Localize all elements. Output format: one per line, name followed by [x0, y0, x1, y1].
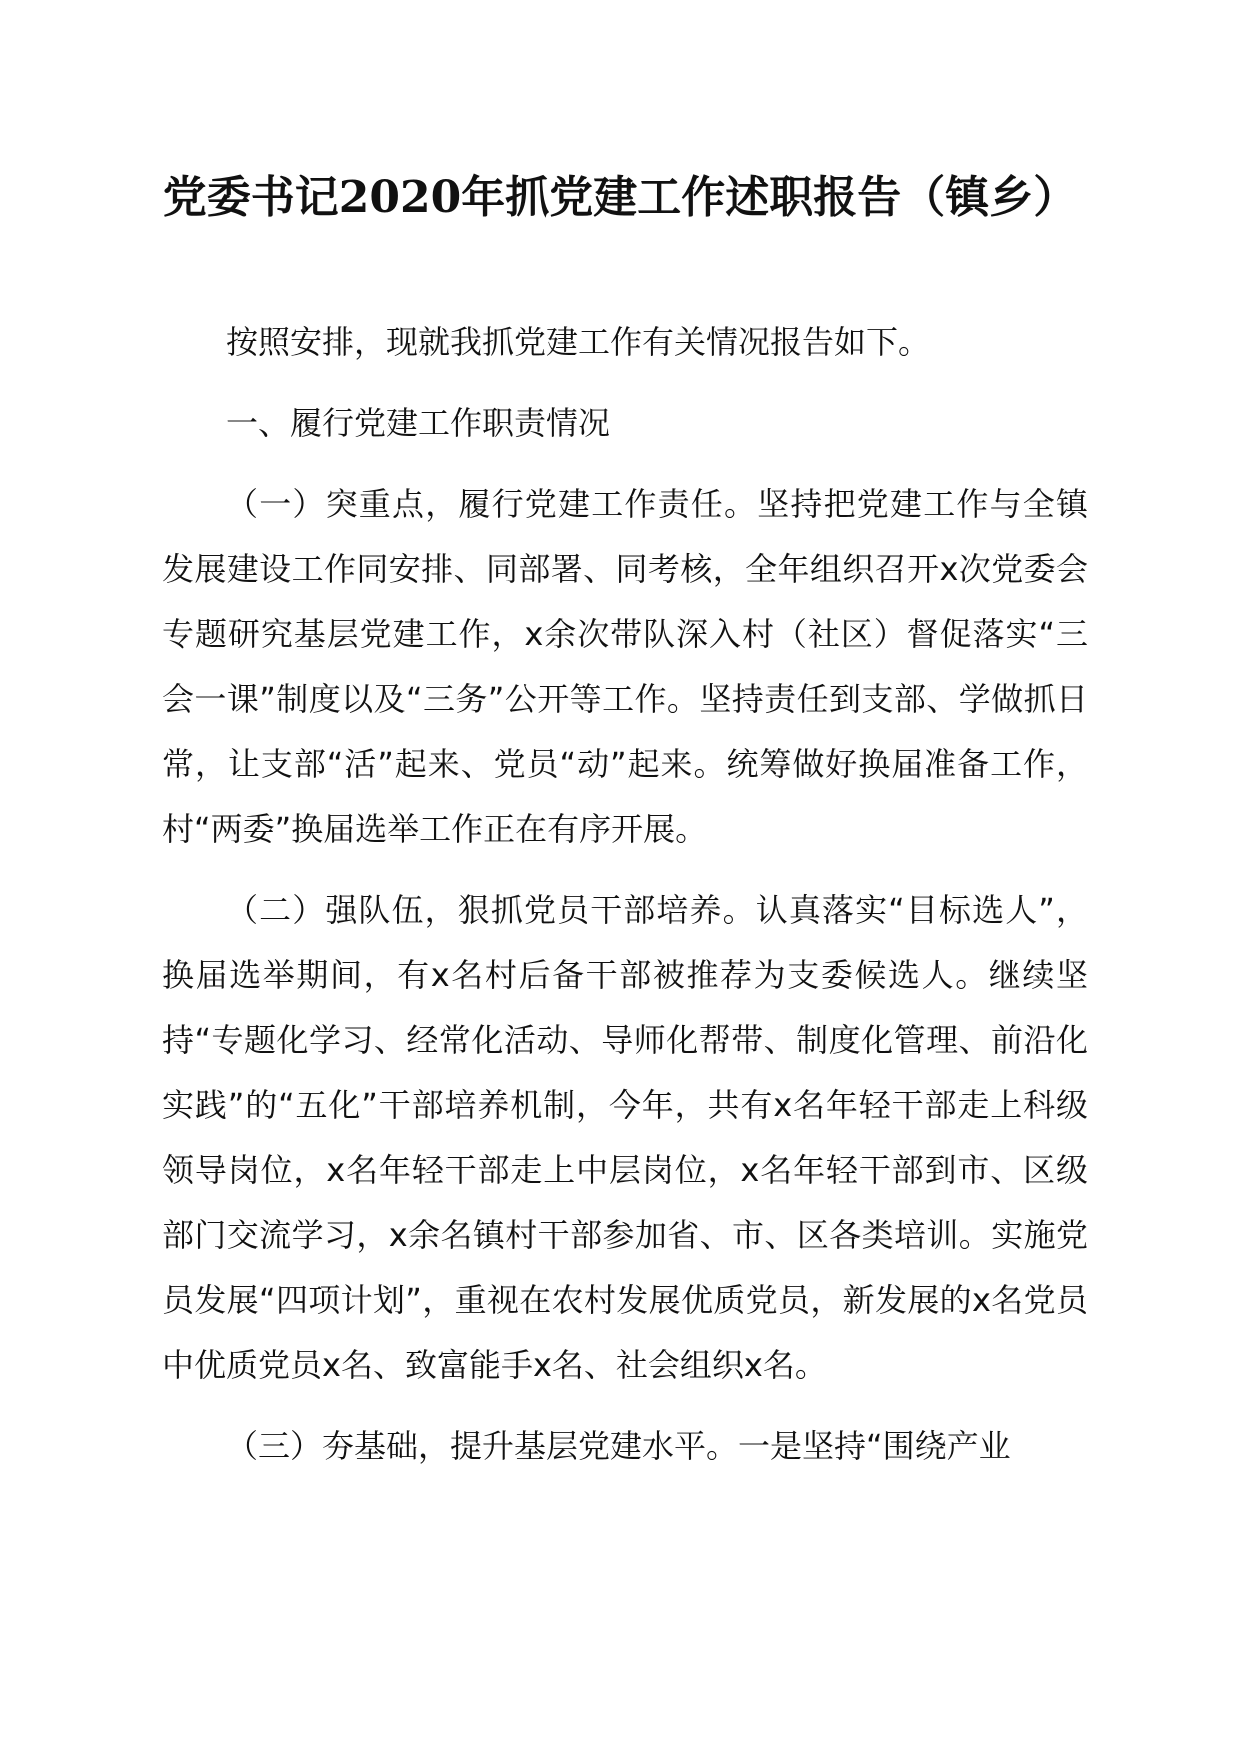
paragraph-3: （三）夯基础，提升基层党建水平。一是坚持“围绕产业 [226, 1427, 1011, 1465]
paragraph-2: （二）强队伍，狠抓党员干部培养。认真落实“目标选人”，换届选举期间，有x名村后备干部被推荐为支委候选人。继续坚持“专题化学习、经常化活动、导师化帮带、制度化管理、前沿化实践”的“五化”干部培养机制，今年，共有x名年轻干部走上科级领导岗位，x名年轻干部走上中层岗位，x名年轻干部到市、区级部门交流学习，x余名镇村干部参加省、市、区各类培训。实施党员发展“四项计划”，重视在农村发展优质党员，新发展的x名党员中优质党员x名、致富能手x名、社会组织x名。 [162, 891, 1088, 1384]
section-heading-1: 一、履行党建工作职责情况 [226, 404, 611, 442]
document-title: 党委书记2020年抓党建工作述职报告（镇乡） [162, 172, 1078, 223]
document-body [162, 310, 1088, 1495]
paragraph-1: （一）突重点，履行党建工作责任。坚持把党建工作与全镇发展建设工作同安排、同部署、同考核，全年组织召开x次党委会专题研究基层党建工作，x余次带队深入村（社区）督促落实“三会一课”制度以及“三务”公开等工作。坚持责任到支部、学做抓日常，让支部“活”起来、党员“动”起来。统筹做好换届准备工作，村“两委”换届选举工作正在有序开展。 [162, 485, 1088, 848]
intro-paragraph: 按照安排，现就我抓党建工作有关情况报告如下。 [226, 323, 931, 361]
